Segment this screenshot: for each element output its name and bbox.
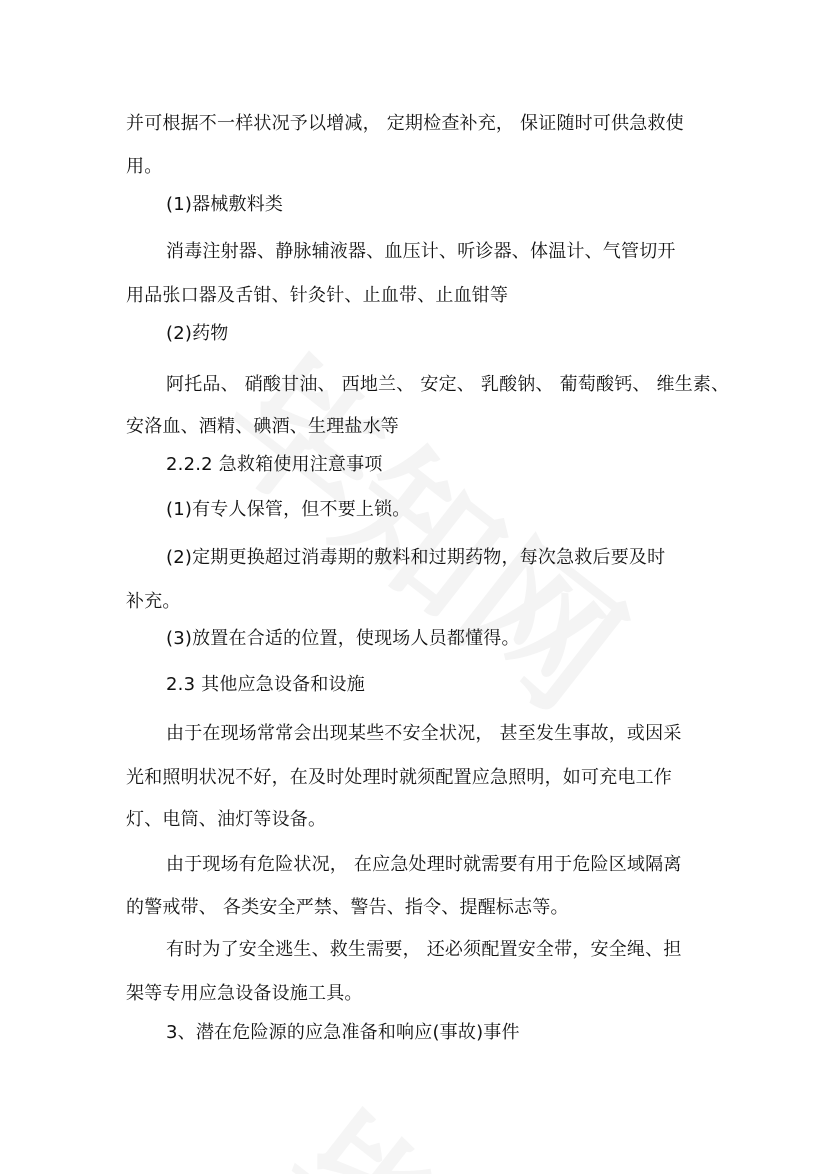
list-item: 补充。 [126, 591, 181, 612]
section-heading: 3、潜在危险源的应急准备和响应(事故)事件 [166, 1022, 520, 1043]
paragraph-line: 阿托品、 硝酸甘油、 西地兰、 安定、 乳酸钠、 葡萄酸钙、 维生素、 [166, 374, 730, 395]
paragraph-line: 安洛血、酒精、碘酒、生理盐水等 [126, 416, 399, 437]
section-heading: (2)药物 [166, 323, 229, 344]
paragraph-line: 光和照明状况不好，在及时处理时就须配置应急照明，如可充电工作 [126, 767, 672, 788]
paragraph-line: 的警戒带、 各类安全严禁、警告、指令、提醒标志等。 [126, 897, 569, 918]
list-item: (3)放置在合适的位置，使现场人员都懂得。 [166, 628, 520, 649]
paragraph-line: 由于在现场常常会出现某些不安全状况， 甚至发生事故，或因采 [166, 723, 682, 744]
paragraph-line: 架等专用应急设备设施工具。 [126, 983, 363, 1004]
list-item: (2)定期更换超过消毒期的敷料和过期药物，每次急救后要及时 [166, 547, 666, 568]
list-item: (1)有专人保管，但不要上锁。 [166, 499, 411, 520]
paragraph-line: 由于现场有危险状况， 在应急处理时就需要有用于危险区域隔离 [166, 854, 682, 875]
section-heading: (1)器械敷料类 [166, 194, 284, 215]
paragraph-line: 消毒注射器、静脉辅液器、血压计、听诊器、体温计、气管切开 [166, 241, 676, 262]
watermark-bottom [246, 1060, 701, 1174]
paragraph-line: 用。 [126, 156, 163, 177]
paragraph-line: 灯、电筒、油灯等设备。 [126, 809, 327, 830]
paragraph-line: 有时为了安全逃生、救生需要， 还必须配置安全带，安全绳、担 [166, 939, 682, 960]
section-heading: 2.2.2 急救箱使用注意事项 [166, 454, 383, 475]
section-heading: 2.3 其他应急设备和设施 [166, 674, 365, 695]
paragraph-line: 并可根据不一样状况予以增减， 定期检查补充， 保证随时可供急救使 [126, 113, 684, 134]
paragraph-line: 用品张口器及舌钳、针灸针、止血带、止血钳等 [126, 285, 509, 306]
